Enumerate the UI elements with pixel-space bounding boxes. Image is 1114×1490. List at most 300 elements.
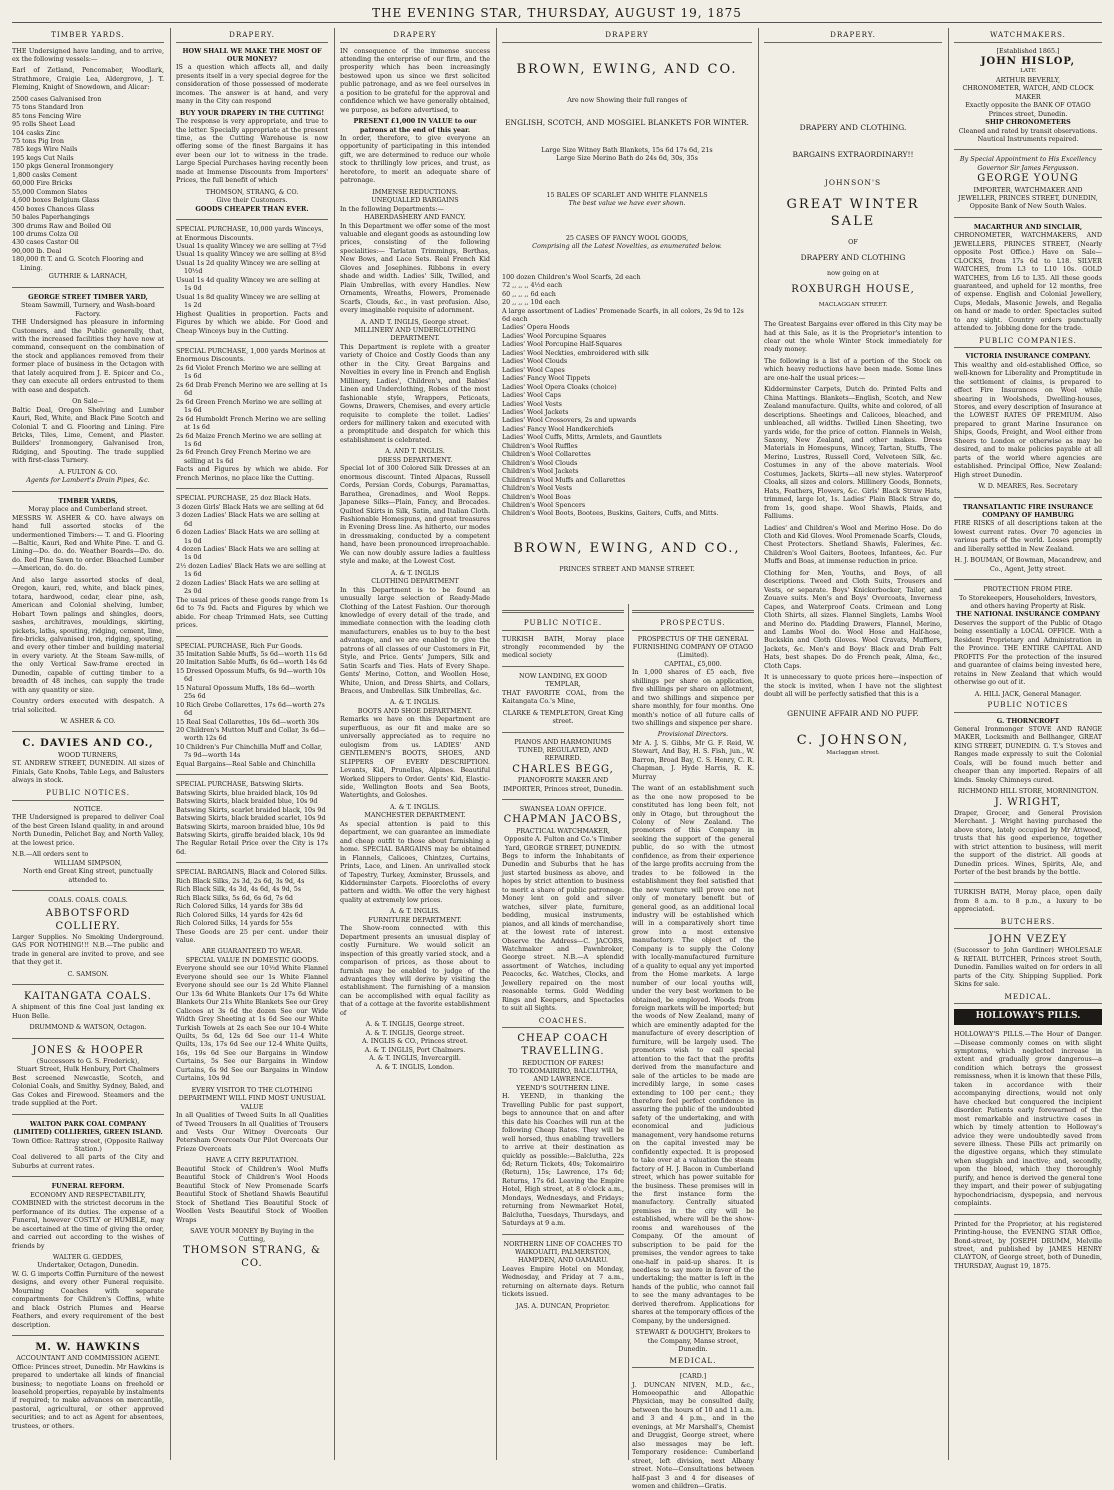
divider [12,287,164,288]
ad-title: ARE GUARANTEED TO WEAR. [201,947,303,956]
divider [12,1114,164,1115]
ad-text: Kidderminster Carpets, Dutch do. Printed Felts and China Mattings. Blankets—English, Scotch, and New Zealand manufacture. Quilts, white and colored, of all descriptions. Sheetings and Calicoes, bleached, and unbleached, all widths. Twilled Linen Sheeting, two yards wide, for the price of cotton. Flannels in Welsh, Saxony, New Zealand, and other makes. Dress Materials in Homespuns, Wincey, Tartan, Stuffs, The Merino, Lustres, Russell Cord, Velveteen Silk, &c. Costumes in any of the above materials. Wool Costumes, Jackets, Skirts—all new styles. Waterproof Cloaks, all sizes and colors. Millinery Goods, Bonnets, Hats, Feathers, Flowers, &c. Girls' Black Straw Hats, trimmed, large lot, 1s. Ladies' Plain Black Straw do, from 1s, good shape. Wool Shawls, Plaids, and Falliums. [764,385,942,521]
list-item: 430 cases Castor Oil [12,238,79,247]
ad-text: Maclaggan street. [826,749,880,756]
divider [176,341,328,342]
ad-title: PROSPECTUS OF THE GENERAL FURNISHING COMPANY OF OTAGO (Limited). [632,634,754,660]
list-item: 50 bales Paperhangings [12,213,90,222]
ad-text: Clothing for Men, Youths, and Boys, of all descriptions. Tweed and Cloth Suits, Trousers and Vests, or separate. Boys' Knickerbocker, Tailor, and Zouave suits. Men's and Boys' Overcoats, Inverness Capes, and Waterproof Coats. Crimean and Long Cloth Shirts, all sizes. Flannel Singlets, Lambs Wool and Merino do. Pladding Drawers, Flannel, Merino, and Lambs Wool do. Wool Hose and Half-hose, Buckskin and Cloth Gloves. Wool Cravats, Mufflers, Jackets, &c. Men's and Boys' Black and Drab Felt Hats, best shapes. Do do French peak, Alma, &c., Cloth Caps. [764,568,942,670]
ad-text: Large Size Merino Bath do 24s 6d, 30s, 35s [556,154,698,163]
list-item: Batswing Skirts, black braided blue, 10s 9d [176,797,318,806]
ad-text: MACLAGGAN STREET. [818,302,888,309]
list-item: 2s 6d Drab French Merino we are selling at 1s 6d [176,380,328,398]
list-item: Batswing Skirts, blue braided black, 10s 9d [176,788,318,797]
list-item: 95 rolls Sheet Lead [12,120,76,129]
ad-title: GOODS CHEAPER THAN EVER. [195,204,309,213]
ad-text: The best value we have ever shown. [568,199,686,208]
list-item: 2s 6d Maize French Merino we are selling at 1s 6d [176,431,322,448]
list-item: 35 Imitation Sable Muffs, 5s 6d—worth 11s 6d [176,649,328,658]
section-heading: MEDICAL. [954,992,1102,1005]
ad-text: OF [848,238,858,247]
ad-title: TIMBER YARDS, [58,496,118,505]
section-heading: PUBLIC NOTICES. [12,788,164,801]
ad-title: CHAPMAN JACOBS, [503,814,623,826]
divider [954,882,1102,883]
list-item: Usual 1s 2d quality Wincey we are selling at 10½d [176,258,320,276]
ad-title: NOW LANDING, EX GOOD TEMPLAR, [518,671,607,689]
ad-jones-hooper [12,1044,164,1108]
ad-text: FIRE RISKS of all descriptions taken at the lowest current rates. Over 70 agencies in various parts of the world. Losses promptly and liberally settled in New Zealand. [954,519,1102,553]
ad-text: THE Undersigned has pleasure in informing Customers, and the Public generally, that, with the increased facilities they have now at command, consequent on the combination of the stock and appliances removed from their former place of business in the Octagon with that lately acquired from J. E. Spicer and Co., they can execute all orders entrusted to them with ease and despatch. [12,318,164,394]
ad-text: Baltic Deal, Oregon Shelving and Lumber Kauri, Red, White, and Black Pine Scotch and Colonial T. and G. Flooring and Lining. Fire Bricks, Tiles, Lime, Cement, and Plaster. Builders' Ironmongery, Galvanised Iron, Ridging, and Spouting. The trade supplied with first-class Turnery. [12,405,164,465]
ad-subhead: SPECIAL VALUE IN DOMESTIC GOODS. [185,955,319,964]
ad-text: General Ironmonger STOVE AND RANGE MAKER, Locksmith and Bellhanger, GREAT KING STREET, DUNEDIN. G. T.'s Stoves and Ranges made expressly to suit the Colonial Coals, will be found much better and cheaper than any imported. Repairs of all kinds. Smoky Chimneys cured. [954,724,1102,784]
ad-text: The following is a list of a portion of the Stock on which heavy reductions have been made. Some lines are one-half the usual prices:— [764,356,942,382]
list-item: Children's Wool Jackets [502,467,579,476]
price-list [176,877,328,928]
ad-title: PROTECTION FROM FIRE. [983,585,1073,594]
list-item: Ladies' Opera Hoods [502,323,570,332]
ad-signature: THOMSON, STRANG, & CO. [205,187,299,196]
ad-guthrie-larnach [12,47,164,281]
goods-list [12,95,164,273]
ad-title: M. W. HAWKINS [35,1342,141,1354]
price-list [176,650,328,760]
ad-title: IMMENSE REDUCTIONS. [372,187,458,196]
column-drapery-inglis [340,28,490,1460]
ad-text: The usual prices of these goods range from 1s 6d to 7s 9d. Facts and Figures by which we abide. For cheap Trimmed Hats, see Cutting prices. [176,595,328,630]
ad-title: KAITANGATA COALS. [24,991,152,1003]
ad-text: Are now Showing their full ranges of [567,95,687,104]
list-item: Ladies' Wool Porcupine Squares [502,331,607,340]
ad-title: GEORGE STREET TIMBER YARD, [28,292,148,301]
ad-text: A shipment of this fine Coal just landing ex Huon Belle. [12,1003,164,1020]
list-item: 2s 6d Green French Merino we are selling at 1s 6d [176,397,322,415]
list-item: 10 Children's Fur Chinchilla Muff and Collar, 7s 9d—worth 14s [176,742,323,760]
imprint: Printed for the Proprietor, at his registered Printing-house, the EVENING STAR Office, Bond-street, by JOSEPH DRUMM, Melville street, and published by JAMES HENRY CLAYTON, of George street, both of Dunedin, THURSDAY, August 19, 1875. [954,1219,1102,1270]
ad-signature: A. & T. INGLIS, George street. [365,1028,465,1037]
column-brown-ewing [502,28,752,588]
list-item: Ladies' Wool Porcupine Half-Squares [502,340,622,349]
divider [502,1234,624,1235]
ad-subtitle: TO TOKOMAIRIRO, BALCLUTHA, AND LAWRENCE. [508,1066,618,1084]
ad-kaitangata [12,990,164,1032]
ad-text: It is unnecessary to quote prices here—inspection of the stock is invited, when I have not the slightest doubt all will be perfectly satisfied that this is a [764,673,942,699]
price-list [502,273,752,307]
list-item: Ladies' Wool Caps [502,391,562,400]
section-heading: DRAPERY [340,30,490,43]
ad-title: JOHN VEZEY [988,934,1068,946]
ad-subtitle: Provisional Directors. [657,730,729,739]
ad-text: COMBINED with the strictest decorum in the performance of its duties. The expense of a Funeral, however COSTLY or HUMBLE, may be ascertained at the time of giving the order, and carried out according to the wishes of friends by [12,1199,164,1250]
ad-subtitle: (Successors to G. S. Frederick), [36,1056,140,1065]
ad-text: In all Qualities of Tweed Suits In all Qualities of Tweed Trousers In all Qualities of Trousers and Vests Our Witney Overcoats Our Petersham Overcoats Our Pilot Overcoats Our Frieze Overcoats [176,1111,328,1153]
ad-text: Cleaned and rated by transit observations. Nautical Instruments repaired. [958,126,1098,143]
ad-text: Town Office: Rattray street, (Opposite Railway Station.) [12,1136,164,1153]
list-item: 180,000 ft T. and G. Scotch Flooring and Lining. [12,255,144,272]
ad-subhead: SPECIAL BARGAINS, Black and Colored Silks. [176,868,328,877]
divider [502,610,624,613]
section-heading: DRAPERY. [176,30,328,43]
ad-subhead: MANCHESTER DEPARTMENT. [364,811,466,820]
ad-text: [Established 1865.] [996,46,1060,55]
ad-subhead: FURNITURE DEPARTMENT. [368,915,462,924]
ad-signature: A. HILL JACK, General Manager. [974,689,1082,698]
ad-text: IMPORTER, WATCHMAKER AND JEWELLER, PRINCES STREET, DUNEDIN, Opposite Bank of New South Wales. [958,185,1098,211]
ad-signature: C. SAMSON. [67,969,109,978]
list-item: Ladies' Fancy Wool Handkerchiefs [502,424,614,433]
ad-text: By Special Appointment to His Excellency Governor Sir James Fergusson. [959,155,1097,172]
ad-text: Ladies' and Children's Wool and Merino Hose. Do do Cloth and Kid Gloves. Wool Promenade Scarfs, Clouds, Chest Protectors. Shetland Shawls, Falerines, &c. Children's Wool Gaiters, Bootees, Infantees, &c. Fur Muffs and Boas, at immense reduction in price. [764,523,942,566]
list-item: Ladies' Wool Vests [502,399,562,408]
ad-subhead: DRESS DEPARTMENT. [377,455,453,464]
ad-title: JONES & HOOPER [32,1044,144,1056]
ad-title: HAVE A CITY REPUTATION. [205,1156,299,1165]
ad-subtitle: YEEND'S SOUTHERN LINE. [516,1083,610,1092]
ad-text: now going on at [826,268,880,277]
ad-text: Draper, Grocer, and General Provision Merchant. J. Wright having purchased the above store, lately occupied by Mr Attwood, trusts that his good experience, together with strict attention to business, will merit the support of the district. All goods at Dunedin prices. Wines, Spirits, Ale, and Porter of the best brands by the bottle. [954,808,1102,876]
list-item: Usual 1s 8d quality Wincey we are selling at 1s 2d [176,292,320,310]
ad-title: DRAPERY AND CLOTHING. [799,122,907,132]
divider [12,1038,164,1039]
divider [954,497,1102,498]
ad-subtitle: WOOD TURNERS, [58,750,118,759]
divider [12,984,164,985]
list-item: Batswing Skirts, giraffe braided black, 10s 9d [176,831,325,840]
list-item: 450 boxes Chances Glass [12,204,94,213]
ad-title: C. DAVIES AND CO., [22,738,154,750]
list-item: 195 kegs Cut Nails [12,153,74,162]
ad-text: Everyone should see our 10½d White Flannel Everyone should see our 1s White Flannel Everyone should see our 1s 2d White Flannel Our 13s 6d White Blankets Our 17s 6d White Blankets Our 21s White Blankets See our Grey Calicoes at 3s 6d the dozen See our Wide Width Grey Sheeting at 1s 6d See our White Turkish Towels at 2s each See our 10-4 White Quilts, 5s 6d, 12s 6d See our 11-4 White Quilts, 13s, 17s 6d See our 12-4 White Quilts, 16s, 19s 6d See our Bargains in Window Curtains, 5s See our Bargains in Window Curtains, 6s 9d See our Bargains in Window Curtains, 10s 9d [176,964,328,1083]
ad-signature: A. AND T. INGLIS, George street. [360,317,470,326]
section-heading: PUBLIC NOTICES [954,700,1102,713]
ad-text: Best screened Newcastle, Scotch, and Colonial Coals, and Smithy. Sydney, Baled, and Gas Cokes and Firewood. Steamers and the trade supplied at the Port. [12,1073,164,1108]
ad-subtitle: CHRONOMETER, WATCH, AND CLOCK MAKER [962,84,1094,101]
ad-text: In this Department we offer some of the most valuable and elegant goods as astounding low prices, consisting of the following specialities:— Tarlatan Trimmings, Berthas, New Bows, and Lace Sets. Real French Kid Gloves and Josephines. Ribbons in every shade and width. Ladies' Silk, Twilled, and Plain Umbrellas, with every Handles. New Ornaments, Wreaths, Flowers, Promenade Scarfs, Clouds, &c., in vast profusion. Also, every imaginable requisite of adornment. [340,221,490,315]
ad-title: ROXBURGH HOUSE, [791,284,915,296]
ad-title: CHARLES BEGG, [512,763,614,775]
list-item: 3 dozen Girls' Black Hats we are selling at 6d [176,502,324,511]
holloway-banner: HOLLOWAY'S PILLS. [954,1009,1102,1025]
masthead: THE EVENING STAR, THURSDAY, AUGUST 19, 1875 [12,6,1102,23]
ad-text: In the following Departments:— [340,204,444,213]
list-item: Children's Wool Spencers [502,500,586,509]
ad-signature: H. J. BOUMAN, Of Bowman, Macandrew, and Co., Agent, Jetty street. [954,556,1102,573]
ad-title: RICHMOND HILL STORE, MORNINGTON. [957,787,1099,796]
list-item: Rich Black Silks, 2s 3d, 2s 6d, 3s 9d, 4s [176,876,305,885]
divider [954,217,1102,218]
column-rule [758,28,759,1460]
ad-title: NOTICE. [73,804,103,813]
ad-signature: A. & T. INGLIS. [390,802,440,811]
ad-text: Beautiful Stock of Children's Wool Muffs Beautiful Stock of Children's Wool Hoods Beautiful Stock of New Promenade Scarfs Beautiful Stock of Shetland Shawls Beautiful Stock of Shetland Ties Beautiful Stock of Woollen Vests Beautiful Stock of Woollen Wraps [176,1164,328,1224]
ad-davies [12,737,164,784]
list-item: 4,600 boxes Belgium Glass [12,196,100,205]
ad-signature: A. & T. INGLIS. [390,698,440,707]
ad-subhead: SPECIAL PURCHASE, Rich Fur Goods. [176,641,303,650]
ad-text: Facts and Figures by which we abide. For French Merinos, no place like the Cutting. [176,465,328,482]
ad-text: IN consequence of the immense success attending the enterprise of our firm, and the prosperity which has been increasingly bestowed upon us since we first solicited public patronage, and as we feel ourselves in a position to be grateful for the approval and confidence which we have generally obtained, we purpose, as before advertised, to [340,46,490,114]
ad-text: The response is very appropriate, and true to the letter. Specially appropriate at the present time, as the Cutting Warehouse is now offering some of the finest Bargains it has ever been our lot to witness in the trade. Large Special Purchases having recently been made at Immense Discounts from Importers' Prices, the full benefit of which [176,117,328,185]
ad-title: GREAT WINTER SALE [786,197,920,230]
ad-title: JOHNSON'S [824,178,882,188]
price-list [176,242,328,310]
section-heading: DRAPERY. [764,30,942,43]
list-item: Ladies' Wool Cuffs, Mitts, Armlets, and Gauntlets [502,433,662,442]
divider [12,731,164,732]
list-item: 2 dozen Ladies' Black Hats we are selling at 2s 0d [176,578,320,596]
price-list [176,364,328,465]
ad-signature: A. & T. INGLIS, Invercargill. [369,1054,461,1063]
ad-george-street-timber [12,293,164,485]
ad-text: A large assortment of Ladies' Promenade Scarfs, in all colors, 2s 9d to 12s 6d each [502,306,744,323]
ad-text: IS a question which affects all, and daily presents itself in a very special degree for the consideration of those possessed of moderate incomes. The answer is at hand, and very many in the City can respond [176,63,328,106]
list-item: Children's Wool Vests [502,484,573,493]
ad-signature: A. & T. INGLIS, London. [375,1062,455,1071]
ad-title: PIANOS AND HARMONIUMS TUNED, REGULATED, AND REPAIRED. [514,737,612,763]
list-item: 55,000 Common Slates [12,187,88,196]
list-item: Usual 1s quality Wincey we are selling at 7½d [176,242,327,251]
ad-walton-park [12,1120,164,1171]
ad-title: ABBOTSFORD COLLIERY. [45,907,131,932]
list-item: 60 ,, ,, ,, 6d each [502,289,556,298]
list-item: 20 Imitation Sable Muffs, 6s 6d—worth 14s 6d [176,658,328,667]
divider [954,1214,1102,1215]
ad-text: (Successor to John Gardiner) WHOLESALE & RETAIL BUTCHER, Princes street South, Dunedin. Families waited on for orders in all parts of the City. Shipping Supplied. Pork Skins for sale. [954,946,1102,989]
ad-text: Deserves the support of the Public of Otago being essentially a LOCAL OFFICE. With a Resident Proprietary and Administration in the Province. THE ENTIRE CAPITAL AND PROFITS For the protection of the insured and guarantee of claims being invested here, retains in New Zealand that which would otherwise go out of it. [954,618,1102,687]
ad-text: THE Undersigned have landing, and to arrive, ex the following vessels:— [12,46,164,63]
ad-signature: STEWART & DOUGHTY, Brokers to the Company, Manse street, Dunedin. [635,1328,751,1354]
ad-title: 25 CASES OF FANCY WOOL GOODS, [565,233,689,242]
column-rule [496,28,497,1460]
ad-text: To Storekeepers, Householders, Investors, and others having Property at Risk. [959,593,1097,611]
list-item: 15 Natural Opossum Muffs, 18s 6d—worth 25s 6d [176,683,315,701]
divider [176,219,328,220]
ad-text: J. DUNCAN NIVEN, M.D., &c., Homoeopathic and Allopathic Physician, may be consulted daily, between the hours of 10 and 11 a.m. and 3 and 4 p.m., and in the evenings, at Mr Marshall's, Chemist and Druggist, George street, where also messages may be left. Temporary residence: Cumberland street, left division, next Albany street. Note—Consultations between half-past 3 and 4 for diseases of women and children—Gratis. [632,1380,754,1490]
ad-text: The Greatest Bargains ever offered in this City may be had at this Sale, as it is the Proprietor's intention to clear out the whole Winter Stock immediately for ready money. [764,320,942,354]
ad-signature: A. & T. INGLIS, Port Chalmers. [364,1045,466,1054]
ad-text: Special lot of 300 Colored Silk Dresses at an enormous discount. Tinted Alpacas, Russell Cords, Persian Cords, Coburgs, Paramattas, Barathea, Grenadines, and Wool Repps. Japanese Silks—Plain, Fancy, and Brocades. Quilted Skirts in Silk, Satin, and Italian Cloth. Fashionable Homespuns, and great treasures in Evening Dress line. As hitherto, our modes in dressmaking, conducted by a competent hand, have been pronounced irreproachable. We can now doubly assure ladies a faultless style and make, at the Lowest Cost. [340,464,490,566]
list-item: 75 tons Pig Iron [12,137,65,146]
ad-signature: W. ASHER & CO. [60,717,116,726]
ad-text: The Regular Retail Price over the City is 17s 6d. [176,839,328,856]
column-prospectus [632,604,754,1490]
ad-title: JOHN HISLOP, [980,55,1076,67]
ad-subhead: SPECIAL PURCHASE, Batswing Skirts. [176,780,304,789]
ad-text: N.B.—All orders sent to [12,850,89,859]
ad-signature: A. & T. INGLIS [390,568,440,577]
ad-subtitle: CAPITAL, £5,000. [664,659,722,668]
column-drapery-thomson [176,28,328,1460]
ad-text: Remarks we have on this Department are superfluous, as our fit and make are so universally appreciated as to require no eulogism from us. LADIES' AND GENTLEMEN'S BOOTS, SHOES, AND SLIPPERS OF EVERY DESCRIPTION. Levants, Kid, Prunellas, Alpines. Beautiful Worked Slippers to Order. Gents' Kid, Elastic-side, Wellington Boots and Sea Boots, Watertights, and Goloshes. [340,715,490,800]
ad-subhead: HABERDASHERY AND FANCY. [364,213,466,222]
ad-text: And also large assorted stocks of deal, Oregon, kauri, red, white, and black pines, totara, hardwood, cedar, clear pine, ash, American and Colonial shelving, lumber, Hobart Town palings and shingles, doors, sashes, architraves, mouldings, skirting, pickets, laths, spouting, ridging, cement, lime, fire-bricks, galvanised iron, ridging, spouting, and every other timber and building material in every variety. At the Steam Saw-mills, of the only Vertical Saw-frame erected in Dunedin, capable of cutting timber to a breadth of 48 inches, can supply the trade with any quantity or size. [12,575,164,694]
ad-text: The Show-room connected with this Department presents an unusual display of costly Furniture. We would solicit an inspection of this greatly varied stock, and a comparison of prices, as those about to furnish may be enabled to judge of the advantages they will derive by visiting the establishment. The furnishing of a mansion can be accomplished with equal facility as that of a cottage at the favorite establishment of [340,924,490,1017]
section-heading: WATCHMAKERS. [954,30,1102,43]
ad-title: GENUINE AFFAIR AND NO PUFF. [787,708,919,718]
ad-text: THAT FAVORITE COAL, from the Kaitangata Co.'s Mine, [502,688,624,706]
price-list [176,789,328,840]
ad-signature: WILLIAM SIMPSON, [54,858,122,867]
ad-text: Country orders executed with despatch. A trial solicited. [12,697,164,714]
ad-text: Comprising all the Latest Novelties, as enumerated below. [532,242,722,251]
ad-text: The want of an establishment such as the one now proposed to be constituted has long been felt, not only in Otago, but throughout the Colony of New Zealand. The promoters of this Company in seeking the support of the general public, do so with the utmost confidence, as from their experience of the large profits accruing from the trades to be followed in the establishment they feel satisfied that the new venture will prove one not only of monetary benefit but of general good, as an additional local industry will be established which will in a comparatively short time grow into a most extensive manufactory. The object of the Company is to supply the Colony with locally-manufactured furniture of a quality to equal any yet imported from the Home markets. A large number of our local youths will, under the very best workmen to be obtained, be employed. Woods from foreign markets will be imported; but the woods of New Zealand, many of which are eminently adapted for the manufacture of every description of furniture, will be largely used. The promoters wish to call special attention to the fact that the profits derived from the manufacture and sale of the articles to be made are incredibly large, in some cases extending to 100 per cent.; they therefore feel perfect confidence in assuring the public of the undoubted safety of the undertaking, and with economical and judicious management, very handsome returns on the capital invested may be confidently expected. It is proposed to take over at a valuation the steam factory of H. J. Bacon in Cumberland street, which has power suitable for the business. These premises will in the first instance form the manufactory. Centrally situated premises in the city will be established, where will be the show-rooms and warehouses of the Company. Of the amount of subscription to be paid for the premises, the vendor agrees to take one-half in paid-up shares. It is needless to say more in favor of the undertaking; the matter is left in the hands of the public, who cannot fail to see the many advantages to be derived therefrom. Applications for shares at the temporary offices of the Company, by the undersigned. [632,784,754,1325]
list-item: 2s 6d French Grey French Merino we are selling at 1s 6d [176,448,311,465]
list-item: 85 tons Fencing Wire [12,111,82,120]
ad-title: TRANSATLANTIC FIRE INSURANCE COMPANY OF HAMBURG [962,502,1094,519]
list-item: 60,000 Fire Bricks [12,179,73,188]
ad-title: NORTHERN LINE OF COACHES TO WAIKOUAITI, PALMERSTON, HAMPDEN, AND OAMARU. [503,1239,623,1265]
ad-title: SWANSEA LOAN OFFICE. [519,805,607,814]
list-item: Children's Wool Clouds [502,458,578,467]
list-item: 75 tons Standard Iron [12,103,84,112]
ad-hawkins [12,1341,164,1430]
ad-text: This Department is replete with a greater variety of Choice and Costly Goods than any other in the City. Great Bargains and Novelties in every line in French and English Millinery, Ladies', Children's, and Babies' Linen and Underclothing, Robes of the most fashionable style, Wrappers, Peticoats, Gowns, Drawers, Chemises, and every article requisite to complete the toilet. Ladies' orders for millinery taken and executed with a promptitude and despatch for which this establishment is celebrated. [340,342,490,444]
ad-subtitle: PRACTICAL WATCHMAKER, [516,826,610,835]
ad-text: MESSRS W. ASHER & CO. have always on hand full assorted stocks of the undermentioned Timbers:— T. and G. Flooring—Baltic, Kauri, Red and White Pine. T. and G. Lining—Do. do. do. Weather Boards—Do. do. do. Red Pine Sawn to order. Bleached Lumber—American, do. do. do. [12,513,164,573]
divider [954,579,1102,580]
ad-title: PRESENT £1,000 IN VALUE to our patrons at the end of this year. [353,117,477,134]
newspaper-page [12,6,1102,1490]
ad-title: VICTORIA INSURANCE COMPANY. [965,352,1091,361]
section-heading: BUTCHERS. [954,917,1102,930]
ad-text: HOLLOWAY'S PILLS.—The Hour of Danger.—Disease commonly comes on with slight symptoms, which neglected increase in extent and gradually grow dangerous—a condition which betrays the grossest remissness, when it is known that these Pills, taken in accordance with their accompanying directions, would not only have checked but conquered the incipient disorder. Patients early forewarned of the most remarkable and instructive cases in which by timely attention to Holloway's advice they were undoubtedly saved from severe illness. These Pills act primarily on the digestive organs, which they stimulate when sluggish and inactive; and, secondly, upon the blood, which they thoroughly purify, and hence is derived the general tone they impart, and their power of subjugating hypochondriacism, dyspepsia, and nervous complaints. [954,1030,1102,1208]
section-heading: PUBLIC COMPANIES. [954,336,1102,349]
ad-subtitle: ACCOUNTANT AND COMMISSION AGENT. [16,1354,160,1363]
list-item: 72 ,, ,, ,, 4½d each [502,281,563,290]
ad-subtitle: ECONOMY AND RESPECTABILITY, [30,1190,146,1199]
divider [12,1176,164,1177]
ad-subtitle: ARTHUR BEVERLY, [995,75,1061,84]
ad-text: Larger Supplies. No Smoking Underground. GAS FOR NOTHING!!! N.B.—The public and trade in general are invited to prove, and see that they get it. [12,932,164,967]
ad-title: FUNERAL REFORM. [51,1182,125,1191]
ad-subhead: SPECIAL PURCHASE, 10,000 yards Winceys, at Enormous Discounts. [176,225,324,242]
divider [176,774,328,775]
ad-text: Large Size Witney Bath Blankets, 15s 6d 17s 6d, 21s [541,146,713,154]
column-rule [170,28,171,1460]
section-heading: DRAPERY [502,30,752,43]
ad-text: PRINCES STREET AND MANSE STREET. [559,565,695,574]
divider [502,799,624,800]
list-item: Ladies' Wool Neckties, embroidered with silk [502,348,649,357]
ad-title: BARGAINS EXTRAORDINARY!! [792,150,914,160]
divider [12,491,164,492]
ad-title: GEORGE YOUNG [977,173,1079,185]
ad-subtitle: [CARD.] [679,1372,707,1381]
ad-text: North end Great King street, punctually attended to. [23,867,153,884]
list-item: Ladies' Wool Opera Cloaks (choice) [502,382,617,391]
list-item: 20 ,, ,, ,, 10d each [502,298,560,307]
list-item: Usual 1s 4d quality Wincey we are selling at 1s 0d [176,275,320,293]
ad-title: UNEQUALLED BARGAINS [371,196,459,205]
ad-title: THE NATIONAL INSURANCE COMPANY [956,610,1100,619]
ad-text: H. YEEND, in thanking the Travelling Public for past support, begs to announce that on and after this date his Coaches will run at the following Cheap Rates. They will be well horsed, thus enabling travellers to arrive at their destination as quickly as possible:—Balclutha, 22s 6d; Return Tickets, 40s; Tokomairiro (Return), 15s; Lawrence, 17s 6d; Returns, 17s 6d. Leaving the Empire Hotel, High street, at 8 o'clock a.m., Mondays, Wednesdays, and Fridays; returning from Newmarket Hotel, Balclutha, Tuesdays, Thursdays, and Saturdays at 9 a.m. [502,1092,624,1228]
list-item: 3 dozen Ladies' Black Hats we are selling at 6d [176,511,320,528]
list-item: 2s 6d Humboldt French Merino we are selling at 1s 6d [176,414,326,432]
section-heading: TIMBER YARDS. [12,30,164,43]
list-item: 2½ dozen Ladies' Black Hats we are selling at 1s 6d [176,561,326,579]
column-public-notice [502,604,624,1460]
price-list [176,503,328,596]
ad-title: HOW SHALL WE MAKE THE MOST OF OUR MONEY? [182,46,322,63]
list-item: 2s 6d Violet French Merino we are selling at 1s 6d [176,363,321,381]
divider [502,666,624,667]
ad-funeral [12,1182,164,1329]
list-item: 2500 cases Galvanised Iron [12,94,102,103]
ad-subhead: BOOTS AND SHOE DEPARTMENT. [357,706,473,715]
goods-list [502,323,752,517]
ad-text: CHRONOMETER, WATCHMAKERS, AND JEWELLERS, PRINCES STREET, (Nearly opposite Post Office.) Have on Sale— CLOCKS, from 17s 6d to L18. SILVER WATCHES, from L3 to L10 10s. GOLD WATCHES, from L6 to L35. All these goods guaranteed, and upheld for 12 months, free of expense. English and Colonial Jewellery, Cups, Medals, Masonic Jewels, and Regalia on hand or made to order. Spectacles suited to any sight. Country orders punctually attended to. Jobbing done for the trade. [954,231,1102,333]
list-item: Children's Wool Muffs and Collarettes [502,475,626,484]
list-item: 785 kegs Wire Nails [12,145,78,154]
list-item: Rich Black Silks, 5s 6d, 6s 6d, 7s 6d [176,893,294,902]
list-item: 100 drums Colza Oil [12,230,79,239]
column-timber-yards [12,28,164,1460]
divider [632,610,754,613]
ad-text: In order, therefore, to give everyone an opportunity of participating in this intended gift, we are determined to reduce our whole stock to thrillingly low prices, and trust, as heretofore, to merit an adequate share of patronage. [340,134,490,185]
ad-text: W. G. G imports Coffin Furniture of the newest designs, and every other Funeral requisite. Mourning Coaches with separate compartments for Children's Coffins, white and black Ostrich Plumes and Hearse Feathers, and every requirement of the best description. [12,1269,164,1329]
ad-signature: JAS. A. DUNCAN, Proprietor. [516,1301,610,1310]
divider [176,862,328,863]
list-item: 104 casks Zinc [12,128,61,137]
ad-signature: A. FULTON & CO. [58,467,118,476]
ad-subtitle: REDUCTION OF FARES! [522,1058,604,1067]
ad-title: J. WRIGHT, [994,796,1062,808]
ad-subhead: CLOTHING DEPARTMENT [371,577,459,586]
ad-signature: DRUMMOND & WATSON, Octagon. [29,1023,147,1032]
list-item: 4 dozen Ladies' Black Hats we are selling at 1s 0d [176,544,320,562]
list-item: Children's Wool Ruffles [502,441,578,450]
list-item: Ladies' Wool Jackets [502,407,569,416]
list-item: Rich Colored Silks, 14 yards for 42s 6d [176,910,303,919]
section-heading: PUBLIC NOTICE. [502,618,624,631]
ad-title: COALS. COALS. COALS. [48,896,128,905]
ad-signature: C. JOHNSON, [796,733,910,749]
list-item: Rich Colored Silks, 14 yards for 38s 6d [176,902,303,911]
divider [176,488,328,489]
ad-text: Agents for Lambert's Drain Pipes, &c. [26,476,150,485]
list-item: 15 Dressed Opossum Muffs, 6s 9d—worth 10s 6d [176,666,326,684]
ad-signature: W. D. MEARES, Res. Secretary [978,482,1078,491]
ad-title: 15 BALES OF SCARLET AND WHITE FLANNELS [546,190,708,199]
column-rule [334,28,335,1460]
list-item: 6 dozen Ladies' Black Hats we are selling at 1s 0d [176,528,320,545]
list-item: Children's Wool Collarettes [502,450,591,459]
ad-subhead: MILLINERY AND UNDERCLOTHING DEPARTMENT. [354,326,476,343]
ad-text: Mr A. J. S. Gibbs, Mr G. F. Reid, W. Stewart, And Bay, H. S. Fish, jun., W. Barron, Broad Bay, C. S. Henry, C. R. Chapman, J. Hyde Harris, R. K. Murray [632,738,754,781]
list-item: Ladies' Wool Capes [502,365,565,374]
ad-text: Earl of Zetland, Pencomaber, Woodlark, Strathmore, Craigie Lea, Aldergrove, J. T. Fleming, Knight of Snowdown, and Alicar: [12,66,164,92]
divider [502,732,624,733]
ad-text: Opposite A. Fulton and Co.'s Timber Yard, GEORGE STREET, DUNEDIN. [504,835,622,852]
ad-signature: A. AND T. INGLIS. [385,447,445,456]
list-item: 90,000 lb. Deal [12,246,62,255]
ad-title: MACARTHUR AND SINCLAIR, [973,222,1083,231]
ad-title: SHIP CHRONOMETERS [985,118,1071,127]
list-item: Ladies' Wool Crossovers, 2s and upwards [502,416,637,425]
ad-title: BROWN, EWING, AND CO. [516,61,738,77]
ad-text: ST. ANDREW STREET, DUNEDIN. All sizes of Finials, Gate Knobs, Table Legs, and Balusters always in stock. [12,759,164,785]
section-heading: MEDICAL. [632,1356,754,1369]
column-rule [948,28,949,1460]
list-item: 150 pkgs General Ironmongery [12,162,114,171]
column-rule [628,604,629,1460]
ad-title: CHEAP COACH TRAVELLING. [517,1033,609,1058]
ad-text: Office: Princes street, Dunedin. Mr Hawkins is prepared to undertake all kinds of financial business; to negotiate Loans on freehold or leasehold properties, repayable by instalments if required; to make advances on mercantile, pastoral, agricultural, or other approved securities; and to act as Agent for absentees, trustees, or others. [12,1362,164,1430]
ad-text: THE Undersigned is prepared to deliver Coal of the best Green Island quality, in and around North Dunedin, Pelichet Bay, and North Valley, at the lowest price. [12,813,164,847]
list-item: 10 Rich Grebe Collarettes, 17s 6d—worth 27s 6d [176,700,325,718]
list-item: 20 Children's Mutton Muff and Collar, 3s 6d—worth 12s 6d [176,726,326,743]
